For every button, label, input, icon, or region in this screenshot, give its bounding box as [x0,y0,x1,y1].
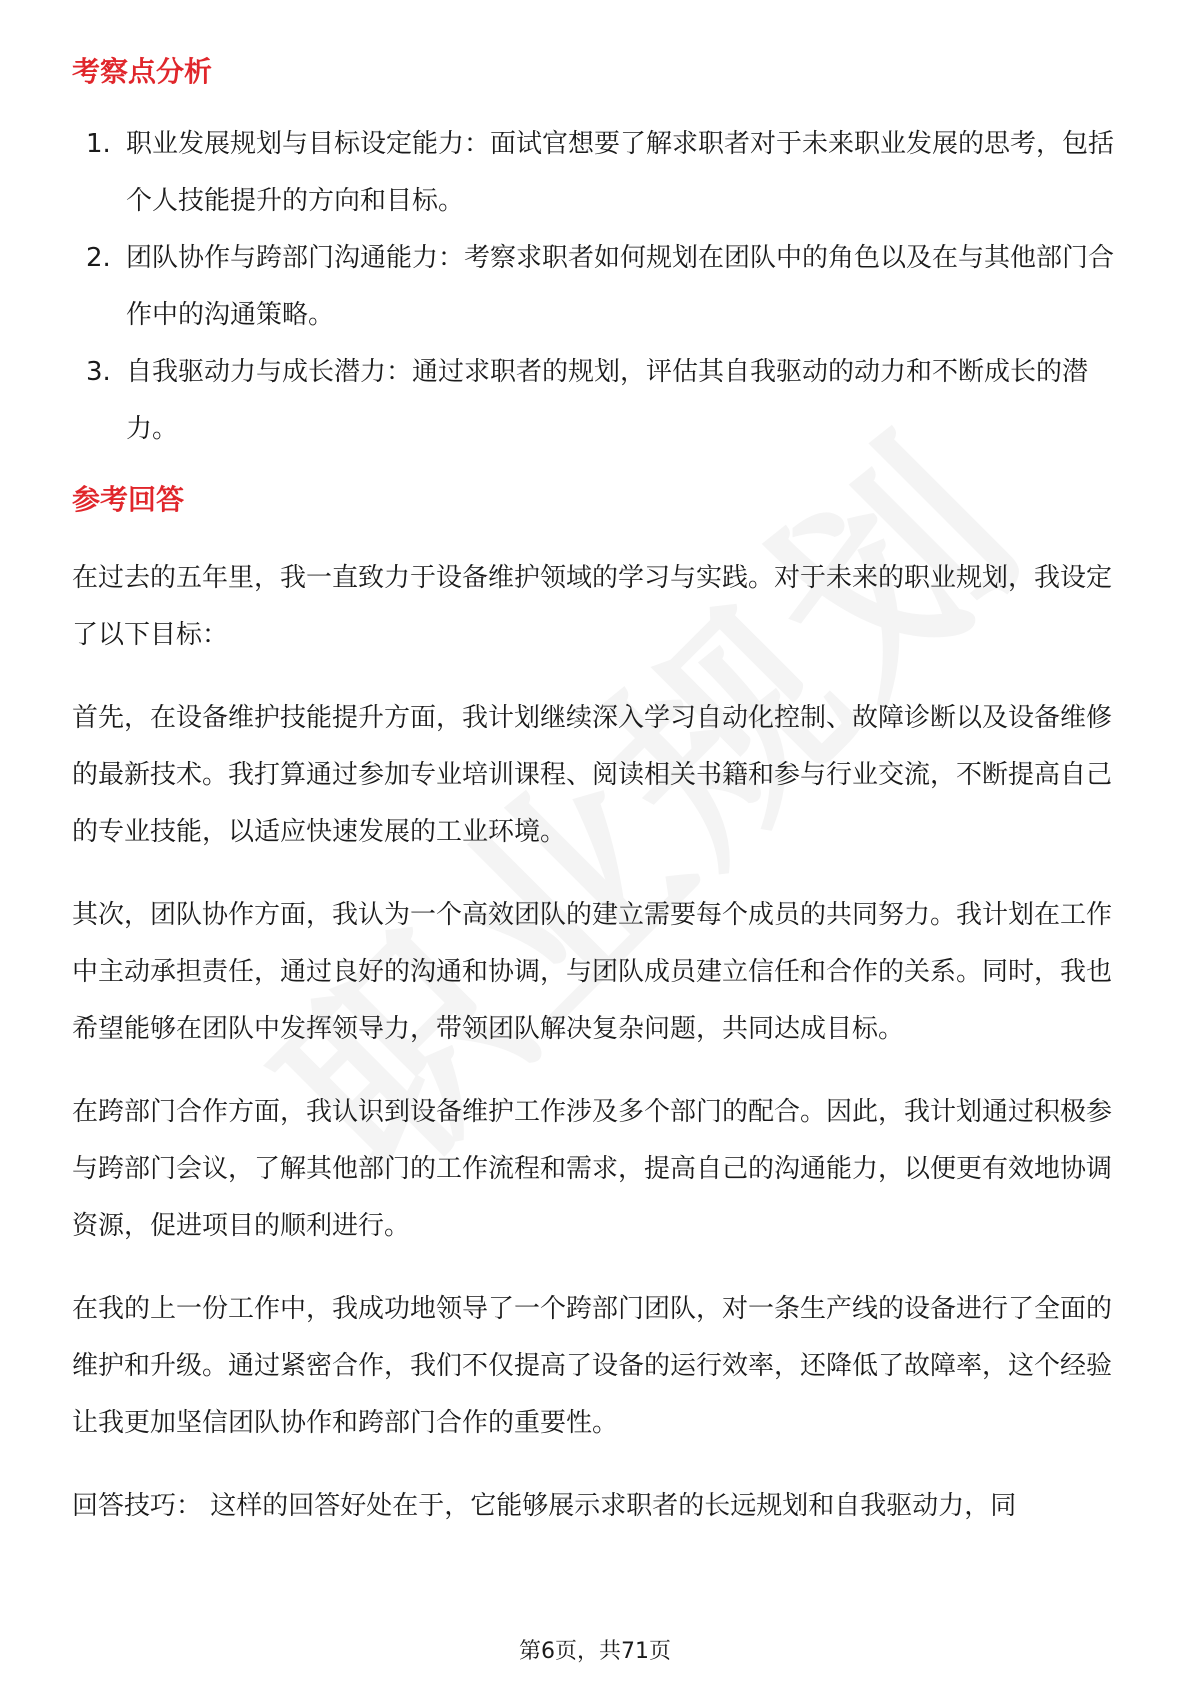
paragraph-experience: 在我的上一份工作中，我成功地领导了一个跨部门团队，对一条生产线的设备进行了全面的维护和升级。通过紧密合作，我们不仅提高了设备的运行效率，还降低了故障率，这个经验让我更加坚信团队协作和跨部门合作的重要性。 [72,1294,1113,1438]
list-text: 自我驱动力与成长潜力：通过求职者的规划，评估其自我驱动的动力和不断成长的潜力。 [126,357,1089,444]
analysis-point-2 [72,230,1122,344]
list-text: 职业发展规划与目标设定能力：面试官想要了解求职者对于未来职业发展的思考，包括个人技能提升的方向和目标。 [126,129,1115,216]
content [72,44,1122,1561]
list-number: 2. [86,243,111,273]
paragraph-skills: 首先，在设备维护技能提升方面，我计划继续深入学习自动化控制、故障诊断以及设备维修的最新技术。我打算通过参加专业培训课程、阅读相关书籍和参与行业交流，不断提高自己的专业技能，以适应快速发展的工业环境。 [72,703,1113,847]
page-number: 第6页，共71页 [519,1639,671,1664]
answer-title: 参考回答 [72,483,185,516]
list-text: 团队协作与跨部门沟通能力：考察求职者如何规划在团队中的角色以及在与其他部门合作中的沟通策略。 [126,243,1115,330]
paragraph-cross-department: 在跨部门合作方面，我认识到设备维护工作涉及多个部门的配合。因此，我计划通过积极参与跨部门会议，了解其他部门的工作流程和需求，提高自己的沟通能力，以便更有效地协调资源，促进项目的顺利进行。 [72,1097,1113,1241]
paragraph-intro: 在过去的五年里，我一直致力于设备维护领域的学习与实践。对于未来的职业规划，我设定了以下目标： [72,563,1113,650]
paragraph-teamwork: 其次，团队协作方面，我认为一个高效团队的建立需要每个成员的共同努力。我计划在工作中主动承担责任，通过良好的沟通和协调，与团队成员建立信任和合作的关系。同时，我也希望能够在团队中发挥领导力，带领团队解决复杂问题，共同达成目标。 [72,900,1113,1044]
analysis-title: 考察点分析 [72,55,213,88]
list-number: 3. [86,357,111,387]
analysis-point-1 [72,116,1122,230]
list-number: 1. [86,129,111,159]
paragraph-tips: 回答技巧： 这样的回答好处在于，它能够展示求职者的长远规划和自我驱动力，同 [72,1491,1017,1521]
analysis-points [72,116,1122,458]
analysis-point-3 [72,344,1122,458]
